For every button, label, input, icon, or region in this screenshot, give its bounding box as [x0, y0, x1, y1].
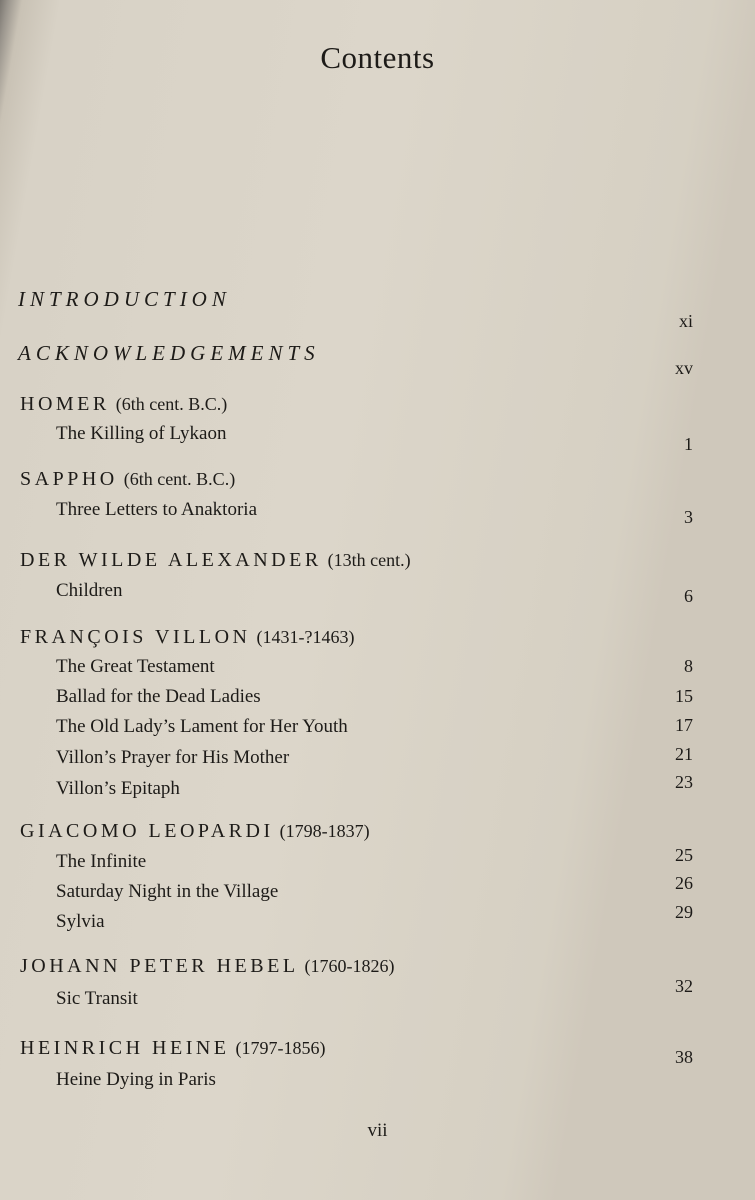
poem-page: 23 [675, 772, 693, 792]
poem-page: 29 [675, 902, 693, 922]
poem-page: 32 [675, 976, 693, 996]
acknowledgements-entry: ACKNOWLEDGEMENTS [18, 341, 320, 365]
page-number: vii [367, 1120, 388, 1141]
poem-page: 1 [684, 434, 693, 454]
author-dates: (6th cent. B.C.) [115, 394, 228, 414]
poem-title: Villon’s Epitaph [56, 778, 180, 799]
poem-page: 8 [684, 656, 693, 676]
poem-page: 21 [675, 744, 693, 764]
poem-title: The Great Testament [56, 656, 215, 677]
poem-title: Sylvia [56, 911, 105, 932]
author-heinrich-heine [20, 1037, 326, 1060]
author-johann-peter-hebel [20, 955, 395, 978]
poem-page: 15 [675, 686, 693, 706]
author-dates: (1760-1826) [304, 956, 395, 976]
author-dates: (1431-?1463) [256, 627, 355, 647]
poem-title: The Killing of Lykaon [56, 423, 227, 444]
introduction-page: xi [678, 311, 693, 331]
author-name: JOHANN PETER HEBEL [20, 955, 299, 977]
acknowledgements-page: xv [675, 358, 693, 378]
author-name: FRANÇOIS VILLON [20, 626, 251, 648]
poem-page: 38 [675, 1047, 693, 1067]
poem-title: Ballad for the Dead Ladies [56, 686, 261, 707]
introduction-entry: INTRODUCTION [18, 287, 231, 311]
poem-title: Heine Dying in Paris [56, 1069, 216, 1090]
poem-title: Villon’s Prayer for His Mother [56, 747, 290, 768]
author-der-wilde-alexander [20, 549, 411, 572]
author-name: HOMER [20, 393, 110, 415]
author-dates: (1797-1856) [235, 1038, 326, 1058]
author-name: DER WILDE ALEXANDER [20, 549, 322, 571]
poem-page: 25 [675, 845, 693, 865]
poem-title: Children [56, 580, 123, 601]
poem-page: 26 [675, 873, 693, 893]
author-name: GIACOMO LEOPARDI [20, 820, 274, 842]
author-dates: (13th cent.) [327, 550, 411, 570]
author-dates: (1798-1837) [279, 821, 370, 841]
poem-page: 17 [675, 715, 693, 735]
author-giacomo-leopardi [20, 820, 370, 843]
author-homer [20, 393, 227, 416]
poem-title: The Infinite [56, 851, 147, 872]
poem-page: 6 [684, 586, 693, 606]
author-dates: (6th cent. B.C.) [123, 469, 236, 489]
author-sappho [20, 468, 235, 491]
poem-title: The Old Lady’s Lament for Her Youth [56, 716, 348, 737]
author-name: SAPPHO [20, 468, 118, 490]
author-francois-villon [20, 626, 354, 649]
poem-title: Saturday Night in the Village [56, 881, 279, 902]
poem-page: 3 [684, 507, 693, 527]
poem-title: Sic Transit [56, 988, 138, 1009]
page-title: Contents [320, 40, 435, 75]
poem-title: Three Letters to Anaktoria [56, 499, 258, 520]
author-name: HEINRICH HEINE [20, 1037, 230, 1059]
